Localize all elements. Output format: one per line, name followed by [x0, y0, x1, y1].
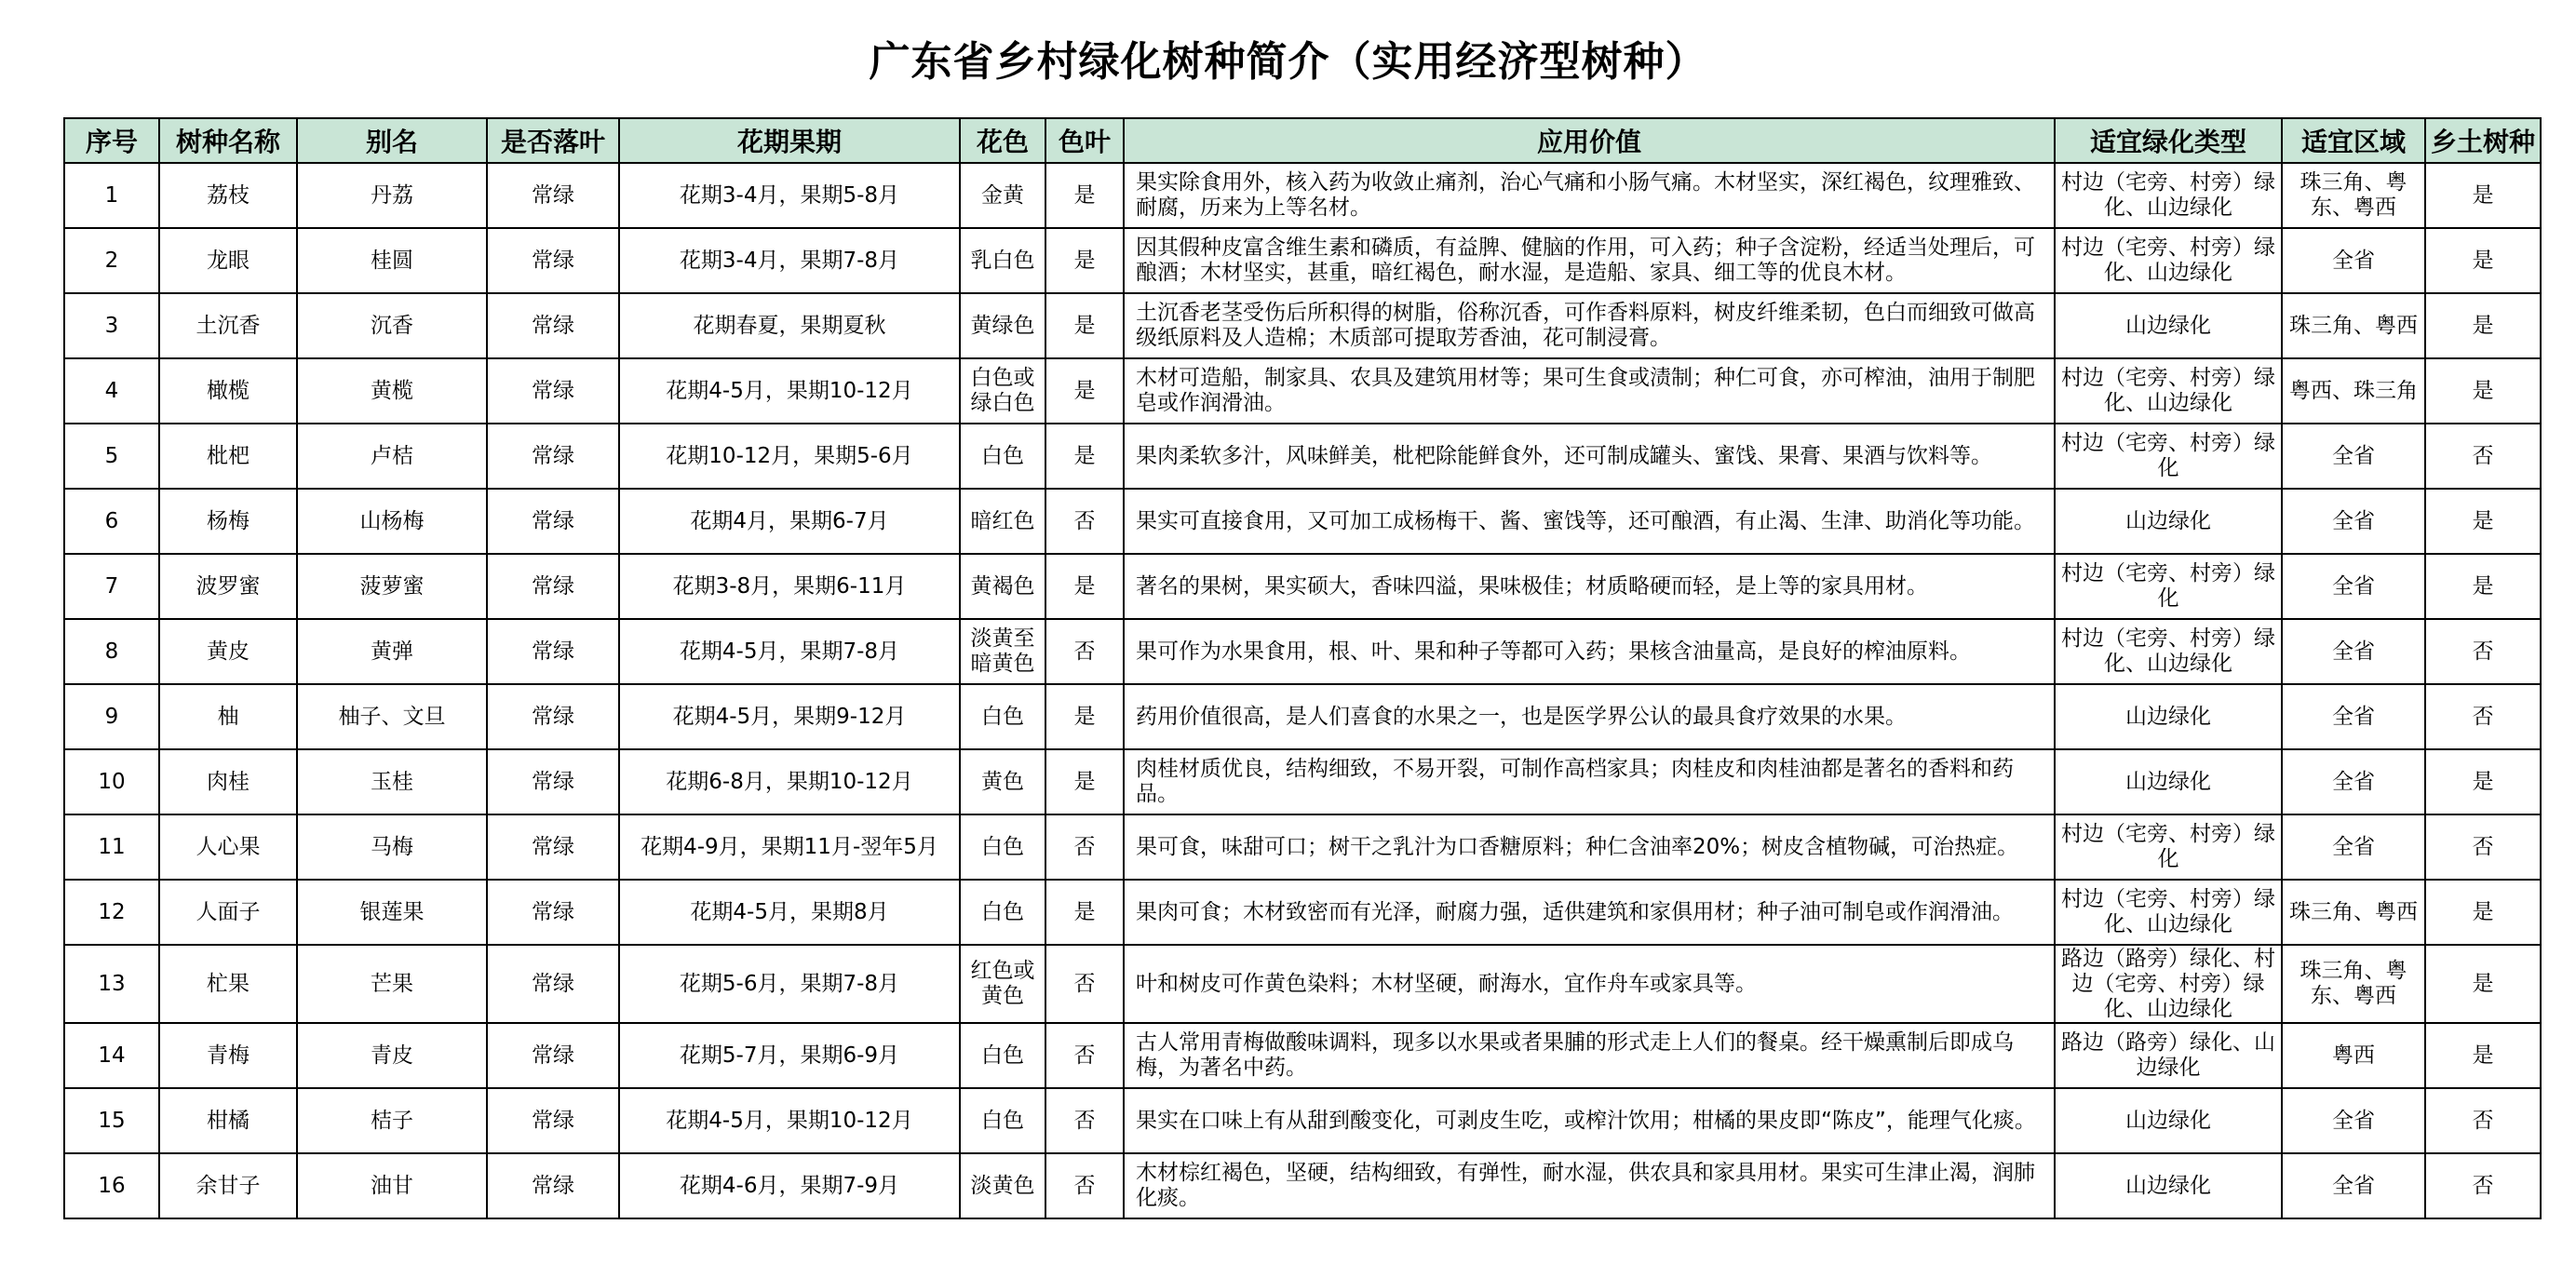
- cell-color-leaf: 否: [1045, 489, 1124, 554]
- cell-name: 人心果: [159, 814, 297, 880]
- cell-greening-type: 路边（路旁）绿化、村边（宅旁、村旁）绿化、山边绿化: [2055, 945, 2282, 1023]
- cell-greening-type: 山边绿化: [2055, 489, 2282, 554]
- cell-no: 13: [64, 945, 159, 1023]
- cell-name: 波罗蜜: [159, 554, 297, 619]
- cell-native: 否: [2425, 814, 2541, 880]
- cell-flower-color: 白色: [960, 1023, 1045, 1088]
- cell-flower-color: 白色或绿白色: [960, 358, 1045, 424]
- cell-alias: 丹荔: [297, 163, 487, 228]
- cell-greening-type: 村边（宅旁、村旁）绿化、山边绿化: [2055, 619, 2282, 684]
- cell-period: 花期春夏，果期夏秋: [619, 293, 960, 358]
- cell-value: 药用价值很高，是人们喜食的水果之一，也是医学界公认的最具食疗效果的水果。: [1124, 684, 2055, 749]
- cell-period: 花期3-4月，果期7-8月: [619, 228, 960, 293]
- cell-period: 花期4-5月，果期7-8月: [619, 619, 960, 684]
- cell-flower-color: 白色: [960, 684, 1045, 749]
- page-title: 广东省乡村绿化树种简介（实用经济型树种）: [869, 38, 1707, 86]
- cell-period: 花期4-9月，果期11月-翌年5月: [619, 814, 960, 880]
- cell-period: 花期4-5月，果期8月: [619, 880, 960, 945]
- cell-name: 土沉香: [159, 293, 297, 358]
- table-row: [64, 228, 2541, 293]
- cell-name: 杨梅: [159, 489, 297, 554]
- cell-no: 4: [64, 358, 159, 424]
- cell-color-leaf: 是: [1045, 684, 1124, 749]
- cell-native: 否: [2425, 619, 2541, 684]
- cell-name: 青梅: [159, 1023, 297, 1088]
- cell-color-leaf: 否: [1045, 619, 1124, 684]
- cell-period: 花期3-8月，果期6-11月: [619, 554, 960, 619]
- col-header-flower-color: 花色: [960, 118, 1045, 163]
- col-header-color-leaf: 色叶: [1045, 118, 1124, 163]
- cell-color-leaf: 否: [1045, 1088, 1124, 1153]
- cell-region: 全省: [2282, 424, 2425, 489]
- cell-region: 全省: [2282, 1088, 2425, 1153]
- cell-native: 是: [2425, 945, 2541, 1023]
- cell-value: 因其假种皮富含维生素和磷质，有益脾、健脑的作用，可入药；种子含淀粉，经适当处理后，可酿酒；木材坚实，甚重，暗红褐色，耐水湿，是造船、家具、细工等的优良木材。: [1124, 228, 2055, 293]
- col-header-period: 花期果期: [619, 118, 960, 163]
- cell-flower-color: 红色或黄色: [960, 945, 1045, 1023]
- cell-deciduous: 常绿: [487, 1088, 619, 1153]
- cell-no: 15: [64, 1088, 159, 1153]
- cell-alias: 桔子: [297, 1088, 487, 1153]
- cell-greening-type: 山边绿化: [2055, 293, 2282, 358]
- cell-deciduous: 常绿: [487, 228, 619, 293]
- cell-flower-color: 黄色: [960, 749, 1045, 814]
- cell-period: 花期4-5月，果期10-12月: [619, 358, 960, 424]
- cell-color-leaf: 是: [1045, 293, 1124, 358]
- cell-period: 花期10-12月，果期5-6月: [619, 424, 960, 489]
- cell-no: 3: [64, 293, 159, 358]
- cell-alias: 菠萝蜜: [297, 554, 487, 619]
- cell-native: 是: [2425, 489, 2541, 554]
- cell-region: 全省: [2282, 749, 2425, 814]
- cell-flower-color: 白色: [960, 814, 1045, 880]
- table-row: [64, 684, 2541, 749]
- col-header-native: 乡土树种: [2425, 118, 2541, 163]
- cell-name: 枇杷: [159, 424, 297, 489]
- cell-value: 果实除食用外，核入药为收敛止痛剂，治心气痛和小肠气痛。木材坚实，深红褐色，纹理雅致、耐腐，历来为上等名材。: [1124, 163, 2055, 228]
- cell-flower-color: 乳白色: [960, 228, 1045, 293]
- cell-period: 花期3-4月，果期5-8月: [619, 163, 960, 228]
- cell-greening-type: 山边绿化: [2055, 1088, 2282, 1153]
- cell-alias: 青皮: [297, 1023, 487, 1088]
- cell-color-leaf: 否: [1045, 814, 1124, 880]
- cell-native: 否: [2425, 1153, 2541, 1218]
- cell-deciduous: 常绿: [487, 554, 619, 619]
- cell-name: 柑橘: [159, 1088, 297, 1153]
- cell-period: 花期5-6月，果期7-8月: [619, 945, 960, 1023]
- cell-no: 2: [64, 228, 159, 293]
- cell-no: 1: [64, 163, 159, 228]
- table-row: [64, 163, 2541, 228]
- cell-region: 全省: [2282, 228, 2425, 293]
- table-row: [64, 1088, 2541, 1153]
- cell-value: 古人常用青梅做酸味调料，现多以水果或者果脯的形式走上人们的餐桌。经干燥熏制后即成乌梅，为著名中药。: [1124, 1023, 2055, 1088]
- cell-flower-color: 淡黄色: [960, 1153, 1045, 1218]
- cell-name: 柚: [159, 684, 297, 749]
- cell-flower-color: 淡黄至暗黄色: [960, 619, 1045, 684]
- cell-native: 否: [2425, 424, 2541, 489]
- cell-value: 肉桂材质优良，结构细致，不易开裂，可制作高档家具；肉桂皮和肉桂油都是著名的香料和药品。: [1124, 749, 2055, 814]
- cell-greening-type: 路边（路旁）绿化、山边绿化: [2055, 1023, 2282, 1088]
- cell-alias: 马梅: [297, 814, 487, 880]
- table-row: [64, 749, 2541, 814]
- col-header-region: 适宜区域: [2282, 118, 2425, 163]
- col-header-value: 应用价值: [1124, 118, 2055, 163]
- table-row: [64, 489, 2541, 554]
- cell-period: 花期6-8月，果期10-12月: [619, 749, 960, 814]
- cell-alias: 芒果: [297, 945, 487, 1023]
- cell-alias: 卢桔: [297, 424, 487, 489]
- cell-native: 是: [2425, 1023, 2541, 1088]
- cell-deciduous: 常绿: [487, 424, 619, 489]
- table-row: [64, 293, 2541, 358]
- cell-color-leaf: 否: [1045, 1023, 1124, 1088]
- table-row: [64, 619, 2541, 684]
- cell-greening-type: 山边绿化: [2055, 749, 2282, 814]
- cell-value: 著名的果树，果实硕大，香味四溢，果味极佳；材质略硬而轻，是上等的家具用材。: [1124, 554, 2055, 619]
- cell-color-leaf: 否: [1045, 1153, 1124, 1218]
- cell-no: 14: [64, 1023, 159, 1088]
- cell-value: 叶和树皮可作黄色染料；木材坚硬，耐海水，宜作舟车或家具等。: [1124, 945, 2055, 1023]
- cell-name: 余甘子: [159, 1153, 297, 1218]
- cell-value: 果肉柔软多汁，风味鲜美，枇杷除能鲜食外，还可制成罐头、蜜饯、果膏、果酒与饮料等。: [1124, 424, 2055, 489]
- col-header-deciduous: 是否落叶: [487, 118, 619, 163]
- col-header-name: 树种名称: [159, 118, 297, 163]
- table-body: [64, 163, 2541, 1218]
- table-row: [64, 554, 2541, 619]
- cell-alias: 黄弹: [297, 619, 487, 684]
- cell-period: 花期4-5月，果期9-12月: [619, 684, 960, 749]
- cell-period: 花期4月，果期6-7月: [619, 489, 960, 554]
- cell-no: 9: [64, 684, 159, 749]
- cell-value: 果实在口味上有从甜到酸变化，可剥皮生吃，或榨汁饮用；柑橘的果皮即“陈皮”，能理气化痰。: [1124, 1088, 2055, 1153]
- cell-native: 是: [2425, 880, 2541, 945]
- cell-region: 全省: [2282, 1153, 2425, 1218]
- cell-value: 果肉可食；木材致密而有光泽，耐腐力强，适供建筑和家俱用材；种子油可制皂或作润滑油。: [1124, 880, 2055, 945]
- col-header-no: 序号: [64, 118, 159, 163]
- cell-no: 10: [64, 749, 159, 814]
- cell-alias: 银莲果: [297, 880, 487, 945]
- cell-region: 全省: [2282, 814, 2425, 880]
- cell-region: 珠三角、粤西: [2282, 293, 2425, 358]
- cell-deciduous: 常绿: [487, 358, 619, 424]
- cell-alias: 沉香: [297, 293, 487, 358]
- cell-name: 杧果: [159, 945, 297, 1023]
- cell-flower-color: 黄褐色: [960, 554, 1045, 619]
- cell-name: 龙眼: [159, 228, 297, 293]
- cell-color-leaf: 是: [1045, 163, 1124, 228]
- cell-no: 16: [64, 1153, 159, 1218]
- cell-flower-color: 暗红色: [960, 489, 1045, 554]
- cell-region: 粤西、珠三角: [2282, 358, 2425, 424]
- cell-flower-color: 白色: [960, 1088, 1045, 1153]
- cell-alias: 玉桂: [297, 749, 487, 814]
- cell-flower-color: 金黄: [960, 163, 1045, 228]
- cell-greening-type: 村边（宅旁、村旁）绿化: [2055, 814, 2282, 880]
- col-header-greening-type: 适宜绿化类型: [2055, 118, 2282, 163]
- cell-no: 11: [64, 814, 159, 880]
- cell-greening-type: 山边绿化: [2055, 1153, 2282, 1218]
- cell-native: 否: [2425, 1088, 2541, 1153]
- cell-color-leaf: 否: [1045, 945, 1124, 1023]
- table-row: [64, 880, 2541, 945]
- cell-value: 果可作为水果食用，根、叶、果和种子等都可入药；果核含油量高，是良好的榨油原料。: [1124, 619, 2055, 684]
- cell-deciduous: 常绿: [487, 945, 619, 1023]
- table-row: [64, 1153, 2541, 1218]
- cell-region: 全省: [2282, 684, 2425, 749]
- cell-greening-type: 村边（宅旁、村旁）绿化: [2055, 554, 2282, 619]
- cell-color-leaf: 是: [1045, 554, 1124, 619]
- cell-native: 是: [2425, 228, 2541, 293]
- cell-value: 果实可直接食用，又可加工成杨梅干、酱、蜜饯等，还可酿酒，有止渴、生津、助消化等功能。: [1124, 489, 2055, 554]
- cell-greening-type: 村边（宅旁、村旁）绿化、山边绿化: [2055, 358, 2282, 424]
- cell-value: 木材棕红褐色，坚硬，结构细致，有弹性，耐水湿，供农具和家具用材。果实可生津止渴，润肺化痰。: [1124, 1153, 2055, 1218]
- cell-region: 珠三角、粤东、粤西: [2282, 945, 2425, 1023]
- cell-region: 全省: [2282, 554, 2425, 619]
- cell-color-leaf: 是: [1045, 424, 1124, 489]
- cell-region: 全省: [2282, 619, 2425, 684]
- cell-period: 花期5-7月，果期6-9月: [619, 1023, 960, 1088]
- cell-name: 黄皮: [159, 619, 297, 684]
- cell-alias: 桂圆: [297, 228, 487, 293]
- cell-greening-type: 山边绿化: [2055, 684, 2282, 749]
- cell-flower-color: 白色: [960, 880, 1045, 945]
- cell-color-leaf: 是: [1045, 749, 1124, 814]
- cell-native: 是: [2425, 293, 2541, 358]
- cell-value: 木材可造船，制家具、农具及建筑用材等；果可生食或渍制；种仁可食，亦可榨油，油用于制肥皂或作润滑油。: [1124, 358, 2055, 424]
- cell-name: 荔枝: [159, 163, 297, 228]
- cell-deciduous: 常绿: [487, 163, 619, 228]
- table-row: [64, 424, 2541, 489]
- cell-greening-type: 村边（宅旁、村旁）绿化、山边绿化: [2055, 880, 2282, 945]
- cell-native: 否: [2425, 684, 2541, 749]
- cell-period: 花期4-5月，果期10-12月: [619, 1088, 960, 1153]
- cell-deciduous: 常绿: [487, 814, 619, 880]
- cell-name: 橄榄: [159, 358, 297, 424]
- cell-alias: 山杨梅: [297, 489, 487, 554]
- col-header-alias: 别名: [297, 118, 487, 163]
- cell-native: 是: [2425, 554, 2541, 619]
- cell-value: 土沉香老茎受伤后所积得的树脂，俗称沉香，可作香料原料，树皮纤维柔韧，色白而细致可做高级纸原料及人造棉；木质部可提取芳香油，花可制浸膏。: [1124, 293, 2055, 358]
- cell-period: 花期4-6月，果期7-9月: [619, 1153, 960, 1218]
- cell-deciduous: 常绿: [487, 1153, 619, 1218]
- table-row: [64, 814, 2541, 880]
- table-row: [64, 945, 2541, 1023]
- cell-region: 珠三角、粤东、粤西: [2282, 163, 2425, 228]
- cell-deciduous: 常绿: [487, 684, 619, 749]
- cell-no: 12: [64, 880, 159, 945]
- cell-flower-color: 黄绿色: [960, 293, 1045, 358]
- cell-no: 7: [64, 554, 159, 619]
- tree-species-table: [63, 117, 2542, 1219]
- cell-greening-type: 村边（宅旁、村旁）绿化、山边绿化: [2055, 228, 2282, 293]
- cell-color-leaf: 是: [1045, 358, 1124, 424]
- cell-no: 8: [64, 619, 159, 684]
- cell-name: 肉桂: [159, 749, 297, 814]
- cell-deciduous: 常绿: [487, 293, 619, 358]
- cell-no: 5: [64, 424, 159, 489]
- cell-native: 是: [2425, 358, 2541, 424]
- cell-deciduous: 常绿: [487, 749, 619, 814]
- header-row: [64, 118, 2541, 163]
- cell-deciduous: 常绿: [487, 1023, 619, 1088]
- cell-name: 人面子: [159, 880, 297, 945]
- table-row: [64, 1023, 2541, 1088]
- cell-color-leaf: 是: [1045, 880, 1124, 945]
- cell-native: 是: [2425, 749, 2541, 814]
- cell-alias: 油甘: [297, 1153, 487, 1218]
- table-row: [64, 358, 2541, 424]
- cell-region: 全省: [2282, 489, 2425, 554]
- cell-greening-type: 村边（宅旁、村旁）绿化: [2055, 424, 2282, 489]
- cell-value: 果可食，味甜可口；树干之乳汁为口香糖原料；种仁含油率20%；树皮含植物碱，可治热症。: [1124, 814, 2055, 880]
- cell-region: 珠三角、粤西: [2282, 880, 2425, 945]
- cell-deciduous: 常绿: [487, 619, 619, 684]
- cell-greening-type: 村边（宅旁、村旁）绿化、山边绿化: [2055, 163, 2282, 228]
- cell-alias: 柚子、文旦: [297, 684, 487, 749]
- cell-no: 6: [64, 489, 159, 554]
- cell-color-leaf: 是: [1045, 228, 1124, 293]
- cell-alias: 黄榄: [297, 358, 487, 424]
- cell-native: 是: [2425, 163, 2541, 228]
- cell-flower-color: 白色: [960, 424, 1045, 489]
- cell-deciduous: 常绿: [487, 489, 619, 554]
- cell-region: 粤西: [2282, 1023, 2425, 1088]
- cell-deciduous: 常绿: [487, 880, 619, 945]
